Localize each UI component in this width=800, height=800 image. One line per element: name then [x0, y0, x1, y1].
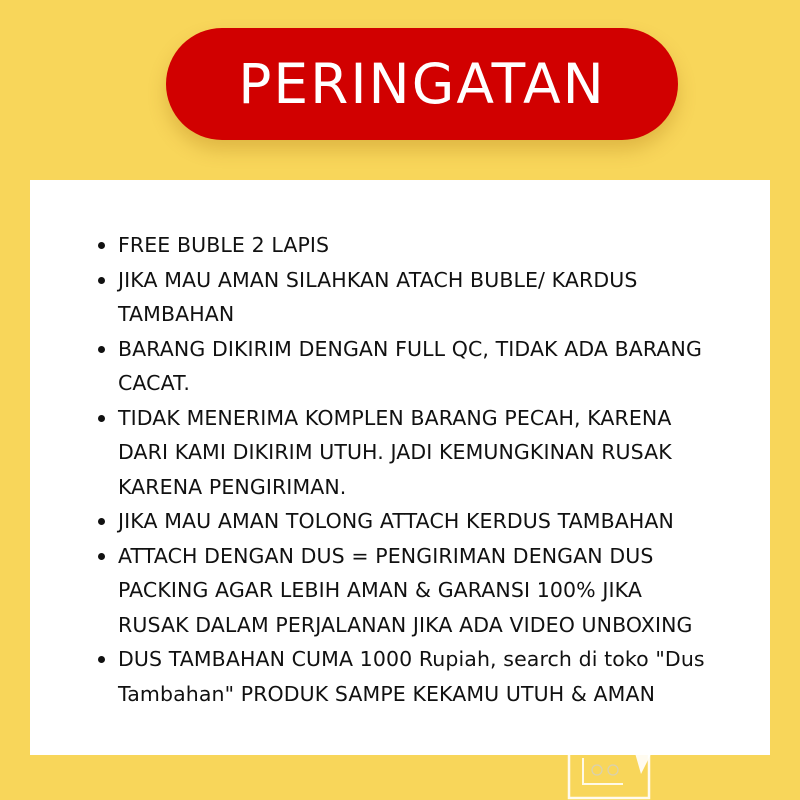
list-item [98, 401, 748, 505]
list-item-text: BARANG DIKIRIM DENGAN FULL QC, TIDAK ADA BARANG CACAT. [118, 336, 702, 395]
list-item-text: FREE BUBLE 2 LAPIS [118, 233, 330, 257]
store-logo-icon [563, 744, 655, 800]
list-item-text: JIKA MAU AMAN TOLONG ATTACH KERDUS TAMBAHAN [118, 509, 674, 533]
bullet-icon [98, 346, 105, 353]
list-item-text: JIKA MAU AMAN SILAHKAN ATACH BUBLE/ KARDUS TAMBAHAN [118, 267, 638, 326]
list-item-text: ATTACH DENGAN DUS = PENGIRIMAN DENGAN DUS PACKING AGAR LEBIH AMAN & GARANSI 100% JIKA RUSAK DALAM PERJALANAN JIKA ADA VIDEO UNBOXING [118, 543, 693, 637]
bullet-icon [98, 553, 105, 560]
list-item-text: DUS TAMBAHAN CUMA 1000 Rupiah, search di toko "Dus Tambahan" PRODUK SAMPE KEKAMU UTUH & AMAN [118, 647, 705, 706]
page-title: PERINGATAN [238, 52, 606, 116]
bullet-icon [98, 518, 105, 525]
list-item [98, 263, 748, 332]
list-item-text: TIDAK MENERIMA KOMPLEN BARANG PECAH, KARENA DARI KAMI DIKIRIM UTUH. JADI KEMUNGKINAN RUSAK KARENA PENGIRIMAN. [118, 405, 672, 499]
bullet-icon [98, 415, 105, 422]
list-item [98, 642, 748, 711]
list-item [98, 332, 748, 401]
notice-card [30, 180, 770, 755]
bullet-icon [98, 242, 105, 249]
title-banner [166, 28, 678, 140]
list-item [98, 228, 748, 263]
list-item [98, 504, 748, 539]
list-item [98, 539, 748, 643]
bullet-icon [98, 656, 105, 663]
bullet-icon [98, 277, 105, 284]
notice-list [98, 228, 748, 711]
